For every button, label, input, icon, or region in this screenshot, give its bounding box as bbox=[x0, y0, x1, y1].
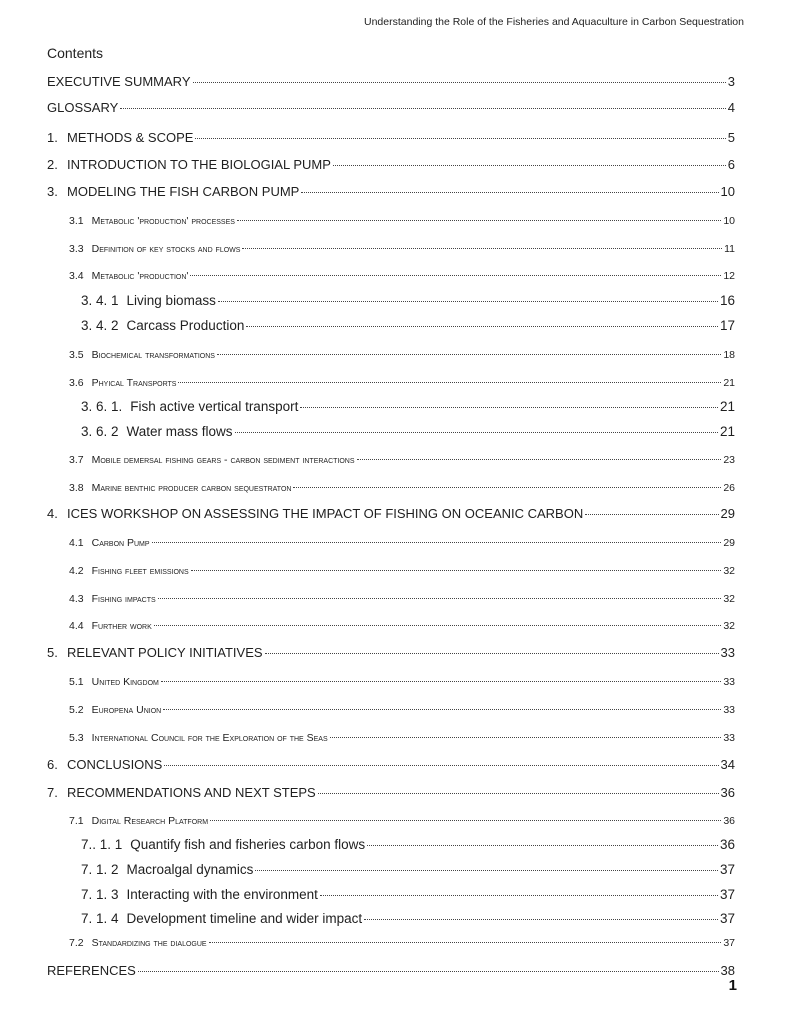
toc-title: Development timeline and wider impact bbox=[126, 911, 363, 926]
toc-page: 37 bbox=[719, 862, 735, 877]
toc-title: MODELING THE FISH CARBON PUMP bbox=[67, 184, 300, 199]
toc-page: 12 bbox=[723, 270, 735, 282]
toc-entry-3-6-1[interactable] bbox=[81, 398, 735, 416]
dot-leader bbox=[585, 514, 718, 515]
toc-number: 7.2 bbox=[69, 937, 84, 949]
toc-page: 38 bbox=[720, 963, 735, 978]
dot-leader bbox=[242, 248, 722, 249]
toc-title: EXECUTIVE SUMMARY bbox=[47, 74, 191, 89]
toc-entry-4-1[interactable] bbox=[69, 534, 735, 552]
toc-entry-7-1[interactable] bbox=[69, 812, 735, 830]
toc-number: 3.6 bbox=[69, 377, 84, 389]
toc-page: 17 bbox=[719, 318, 735, 333]
toc-entry-3-6-2[interactable] bbox=[81, 423, 735, 441]
toc-entry-4-3[interactable] bbox=[69, 590, 735, 608]
toc-entry-references[interactable] bbox=[47, 962, 735, 980]
toc-number: 3. 6. 1. bbox=[81, 399, 123, 414]
dot-leader bbox=[237, 220, 721, 221]
dot-leader bbox=[300, 407, 718, 408]
toc-number: 2. bbox=[47, 157, 58, 172]
toc-page: 4 bbox=[727, 100, 735, 115]
toc-title: Water mass flows bbox=[126, 424, 233, 439]
dot-leader bbox=[152, 542, 722, 543]
toc-number: 3. 4. 1 bbox=[81, 293, 119, 308]
toc-title: Europena Union bbox=[91, 704, 162, 716]
toc-number: 3. 4. 2 bbox=[81, 318, 119, 333]
toc-entry-5-1[interactable] bbox=[69, 673, 735, 691]
toc-number: 3.7 bbox=[69, 454, 84, 466]
toc-title: Macroalgal dynamics bbox=[126, 862, 254, 877]
toc-entry-4-2[interactable] bbox=[69, 562, 735, 580]
toc-title: RELEVANT POLICY INITIATIVES bbox=[67, 645, 263, 660]
page-number: 1 bbox=[728, 977, 737, 994]
dot-leader bbox=[357, 459, 722, 460]
toc-title: Standardizing the dialogue bbox=[91, 937, 207, 949]
toc-number: 7. 1. 2 bbox=[81, 862, 119, 877]
toc-entry-7-1-3[interactable] bbox=[81, 886, 735, 904]
toc-entry-executive-summary[interactable] bbox=[47, 73, 735, 91]
toc-number: 7. 1. 4 bbox=[81, 911, 119, 926]
toc-entry-3-1[interactable] bbox=[69, 212, 735, 230]
toc-page: 36 bbox=[720, 785, 735, 800]
dot-leader bbox=[164, 765, 718, 766]
toc-entry-conclusions[interactable] bbox=[47, 756, 735, 774]
toc-page: 34 bbox=[720, 757, 735, 772]
toc-number: 4.4 bbox=[69, 620, 84, 632]
toc-title: Carbon Pump bbox=[91, 537, 150, 549]
toc-page: 29 bbox=[720, 506, 735, 521]
toc-entry-ices-workshop[interactable] bbox=[47, 505, 735, 523]
toc-title: Fish active vertical transport bbox=[130, 399, 299, 414]
toc-title: Mobile demersal fishing gears - carbon sediment interactions bbox=[91, 454, 355, 466]
toc-page: 10 bbox=[723, 215, 735, 227]
dot-leader bbox=[246, 326, 718, 327]
toc-title: Biochemical transformations bbox=[91, 349, 215, 361]
toc-number: 3.4 bbox=[69, 270, 84, 282]
toc-page: 6 bbox=[727, 157, 735, 172]
dot-leader bbox=[265, 653, 719, 654]
toc-page: 23 bbox=[723, 454, 735, 466]
toc-entry-7-2[interactable] bbox=[69, 934, 735, 952]
toc-title: REFERENCES bbox=[47, 963, 136, 978]
toc-entry-3-4[interactable] bbox=[69, 267, 735, 285]
dot-leader bbox=[161, 681, 721, 682]
toc-title: ICES WORKSHOP ON ASSESSING THE IMPACT OF FISHING ON OCEANIC CARBON bbox=[67, 506, 584, 521]
toc-entry-glossary[interactable] bbox=[47, 99, 735, 117]
dot-leader bbox=[191, 570, 722, 571]
toc-title: Further work bbox=[91, 620, 152, 632]
toc-entry-3-6[interactable] bbox=[69, 374, 735, 392]
toc-number: 5.1 bbox=[69, 676, 84, 688]
toc-number: 7.. 1. 1 bbox=[81, 837, 123, 852]
toc-title: Fishing impacts bbox=[91, 593, 156, 605]
toc-title: CONCLUSIONS bbox=[67, 757, 163, 772]
toc-entry-5-2[interactable] bbox=[69, 701, 735, 719]
toc-title: Quantify fish and fisheries carbon flows bbox=[130, 837, 366, 852]
toc-page: 32 bbox=[723, 565, 735, 577]
toc-title: Definition of key stocks and flows bbox=[91, 243, 241, 255]
toc-page: 16 bbox=[719, 293, 735, 308]
dot-leader bbox=[333, 165, 726, 166]
dot-leader bbox=[163, 709, 721, 710]
toc-number: 3.5 bbox=[69, 349, 84, 361]
dot-leader bbox=[318, 793, 719, 794]
toc-number: 4.3 bbox=[69, 593, 84, 605]
toc-page: 37 bbox=[719, 887, 735, 902]
toc-entry-policy[interactable] bbox=[47, 644, 735, 662]
dot-leader bbox=[217, 354, 721, 355]
toc-number: 3. bbox=[47, 184, 58, 199]
dot-leader bbox=[293, 487, 721, 488]
toc-entry-3-3[interactable] bbox=[69, 240, 735, 258]
toc-title: Phyical Transports bbox=[91, 377, 177, 389]
toc-title: United Kingdom bbox=[91, 676, 159, 688]
toc-page: 5 bbox=[727, 130, 735, 145]
toc-page: 36 bbox=[723, 815, 735, 827]
toc-page: 10 bbox=[720, 184, 735, 199]
toc-number: 3.1 bbox=[69, 215, 84, 227]
toc-page: 32 bbox=[723, 593, 735, 605]
toc-entry-7-1-1[interactable] bbox=[81, 836, 735, 854]
toc-page: 21 bbox=[719, 424, 735, 439]
toc-number: 6. bbox=[47, 757, 58, 772]
toc-page: 21 bbox=[723, 377, 735, 389]
toc-page: 33 bbox=[723, 732, 735, 744]
dot-leader bbox=[330, 737, 722, 738]
toc-title: Carcass Production bbox=[126, 318, 245, 333]
toc-number: 5.3 bbox=[69, 732, 84, 744]
toc-page: 36 bbox=[719, 837, 735, 852]
toc-number: 7.1 bbox=[69, 815, 84, 827]
toc-page: 3 bbox=[727, 74, 735, 89]
toc-entry-modeling[interactable] bbox=[47, 183, 735, 201]
toc-number: 3.3 bbox=[69, 243, 84, 255]
toc-number: 4.1 bbox=[69, 537, 84, 549]
toc-title: Living biomass bbox=[126, 293, 216, 308]
toc-entry-methods[interactable] bbox=[47, 129, 735, 147]
toc-entry-5-3[interactable] bbox=[69, 729, 735, 747]
toc-number: 4. bbox=[47, 506, 58, 521]
contents-heading: Contents bbox=[47, 45, 104, 61]
dot-leader bbox=[178, 382, 721, 383]
dot-leader bbox=[190, 275, 721, 276]
dot-leader bbox=[158, 598, 722, 599]
toc-page: 29 bbox=[723, 537, 735, 549]
toc-number: 3. 6. 2 bbox=[81, 424, 119, 439]
toc-entry-3-5[interactable] bbox=[69, 346, 735, 364]
toc-page: 37 bbox=[723, 937, 735, 949]
toc-entry-7-1-2[interactable] bbox=[81, 861, 735, 879]
toc-page: 18 bbox=[723, 349, 735, 361]
dot-leader bbox=[138, 971, 719, 972]
toc-number: 7. bbox=[47, 785, 58, 800]
toc-title: RECOMMENDATIONS AND NEXT STEPS bbox=[67, 785, 316, 800]
toc-entry-3-8[interactable] bbox=[69, 479, 735, 497]
toc-page: 33 bbox=[723, 704, 735, 716]
toc-number: 4.2 bbox=[69, 565, 84, 577]
toc-entry-recommendations[interactable] bbox=[47, 784, 735, 802]
dot-leader bbox=[210, 820, 721, 821]
toc-page: 33 bbox=[723, 676, 735, 688]
dot-leader bbox=[255, 870, 718, 871]
toc-title: International Council for the Exploration of the Seas bbox=[91, 732, 328, 744]
toc-entry-4-4[interactable] bbox=[69, 617, 735, 635]
dot-leader bbox=[154, 625, 722, 626]
toc-page: 26 bbox=[723, 482, 735, 494]
toc-entry-7-1-4[interactable] bbox=[81, 910, 735, 928]
toc-title: Marine benthic producer carbon sequestraton bbox=[91, 482, 292, 494]
toc-page: 37 bbox=[719, 911, 735, 926]
toc-page: 33 bbox=[720, 645, 735, 660]
dot-leader bbox=[209, 942, 722, 943]
dot-leader bbox=[301, 192, 718, 193]
toc-title: Fishing fleet emissions bbox=[91, 565, 189, 577]
toc-title: Metabolic 'production' processes bbox=[91, 215, 235, 227]
dot-leader bbox=[367, 845, 718, 846]
toc-page: 11 bbox=[724, 243, 735, 255]
dot-leader bbox=[120, 108, 725, 109]
toc-number: 1. bbox=[47, 130, 58, 145]
dot-leader bbox=[218, 301, 718, 302]
toc-title: Digital Research Platform bbox=[91, 815, 209, 827]
toc-title: METHODS & SCOPE bbox=[67, 130, 194, 145]
toc-title: Metabolic 'production' bbox=[91, 270, 189, 282]
toc-number: 3.8 bbox=[69, 482, 84, 494]
toc-entry-introduction[interactable] bbox=[47, 156, 735, 174]
dot-leader bbox=[364, 919, 718, 920]
toc-title: INTRODUCTION TO THE BIOLOGIAL PUMP bbox=[67, 157, 331, 172]
toc-page: 21 bbox=[719, 399, 735, 414]
toc-number: 5.2 bbox=[69, 704, 84, 716]
running-header: Understanding the Role of the Fisheries and Aquaculture in Carbon Sequestration bbox=[364, 16, 744, 28]
toc-number: 5. bbox=[47, 645, 58, 660]
toc-title: GLOSSARY bbox=[47, 100, 119, 115]
dot-leader bbox=[193, 82, 726, 83]
toc-entry-3-4-1[interactable] bbox=[81, 292, 735, 310]
dot-leader bbox=[320, 895, 718, 896]
toc-entry-3-4-2[interactable] bbox=[81, 317, 735, 335]
toc-number: 7. 1. 3 bbox=[81, 887, 119, 902]
toc-entry-3-7[interactable] bbox=[69, 451, 735, 469]
dot-leader bbox=[195, 138, 725, 139]
toc-title: Interacting with the environment bbox=[126, 887, 318, 902]
dot-leader bbox=[235, 432, 718, 433]
toc-page: 32 bbox=[723, 620, 735, 632]
